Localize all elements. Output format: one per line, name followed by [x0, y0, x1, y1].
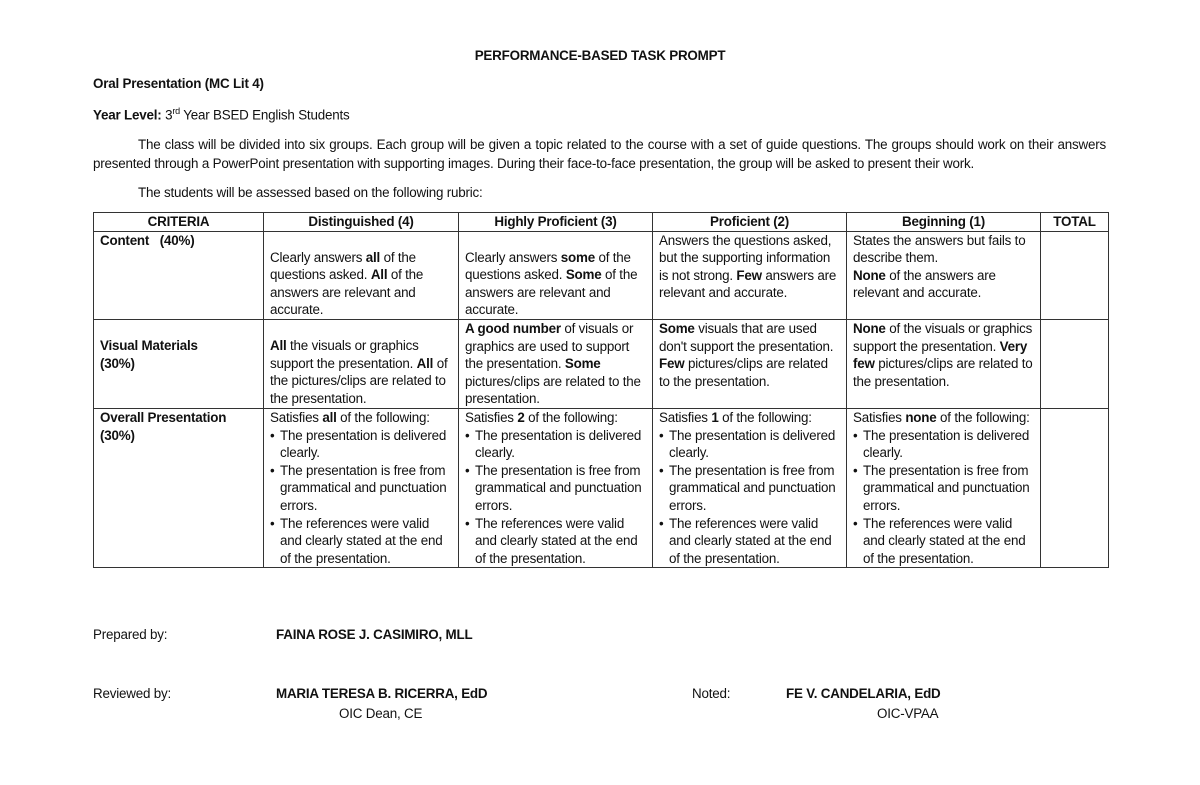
cell-text: Answers the questions asked, but the supporting information is not strong.: [659, 232, 832, 283]
bullet-text: The presentation is delivered clearly.: [280, 427, 447, 461]
list-item: [659, 515, 842, 568]
bullet-icon: •: [270, 462, 275, 478]
cell-emphasis: Some: [659, 320, 695, 336]
highly-proficient-cell: [459, 408, 653, 567]
year-level-line: [93, 106, 349, 122]
satisfies-line: [465, 409, 648, 427]
cell-text: the visuals or graphics support the presentation.: [270, 337, 419, 371]
rubric-intro: The students will be assessed based on the following rubric:: [138, 185, 483, 200]
satisfies-line: [659, 409, 842, 427]
cell-emphasis: None: [853, 267, 886, 283]
header-criteria: CRITERIA: [94, 213, 264, 232]
cell-text: Clearly answers: [465, 249, 561, 265]
bullet-text: The references were valid and clearly stated at the end of the presentation.: [863, 515, 1026, 566]
bullet-icon: •: [659, 462, 664, 478]
bullet-text: The presentation is free from grammatical and punctuation errors.: [280, 462, 447, 513]
bullet-text: The presentation is delivered clearly.: [863, 427, 1030, 461]
list-item: [270, 515, 454, 568]
bullet-text: The references were valid and clearly stated at the end of the presentation.: [475, 515, 638, 566]
cell-text: of the questions asked.: [270, 249, 416, 283]
cell-emphasis: all: [365, 249, 381, 265]
cell-text: of the answers are relevant and accurate.: [465, 267, 638, 318]
cell-text: Satisfies: [465, 409, 518, 425]
bullet-icon: •: [853, 427, 858, 443]
total-cell: [1041, 408, 1109, 567]
bullet-text: The references were valid and clearly stated at the end of the presentation.: [280, 515, 443, 566]
cell-emphasis: None: [853, 320, 886, 336]
list-item: [465, 462, 648, 515]
criteria-weight: (30%): [100, 427, 135, 443]
list-item: [465, 515, 648, 568]
cell-emphasis: 2: [517, 409, 525, 425]
cell-text: visuals that are used don't support the presentation.: [659, 320, 834, 354]
bullet-icon: •: [853, 515, 858, 531]
beginning-cell: [847, 408, 1041, 567]
bullet-text: The presentation is free from grammatical and punctuation errors.: [475, 462, 642, 513]
list-item: [853, 515, 1036, 568]
total-cell: [1041, 231, 1109, 319]
satisfies-line: [270, 409, 454, 427]
cell-text: of the following:: [936, 409, 1030, 425]
proficient-cell: [653, 408, 847, 567]
reviewed-by-name: MARIA TERESA B. RICERRA, EdD: [276, 686, 488, 701]
distinguished-cell: [264, 319, 459, 408]
cell-text: answers are relevant and accurate.: [659, 267, 837, 301]
cell-text: of the following:: [718, 409, 812, 425]
document-title: PERFORMANCE-BASED TASK PROMPT: [474, 48, 726, 63]
bullet-icon: •: [270, 515, 275, 531]
cell-emphasis: some: [560, 249, 595, 265]
noted-title: OIC-VPAA: [877, 706, 939, 721]
cell-text: Satisfies: [270, 409, 323, 425]
instructions-paragraph: The class will be divided into six groups. Each group will be given a topic related to the course with a set of guide questions. The groups should work on their answers presented through a PowerPoint presentation with supporting images. During their face-to-face presentation, the group will be asked to present their work.: [93, 137, 1106, 171]
list-item: [853, 427, 1036, 462]
cell-text: pictures/clips are related to the presentation.: [465, 373, 641, 407]
bullet-icon: •: [853, 462, 858, 478]
cell-text: pictures/clips are related to the presentation.: [853, 356, 1033, 389]
criteria-cell: [94, 231, 264, 319]
list-item: [659, 462, 842, 515]
bullet-icon: •: [465, 462, 470, 478]
cell-emphasis: All: [370, 267, 388, 283]
rubric-table: [93, 212, 1109, 568]
bullet-text: The presentation is free from grammatical and punctuation errors.: [863, 462, 1030, 513]
criteria-cell: [94, 408, 264, 567]
bullet-text: The presentation is delivered clearly.: [475, 427, 642, 461]
proficient-cell: [653, 231, 847, 319]
criteria-cell: [94, 319, 264, 408]
cell-emphasis: Some: [565, 267, 602, 283]
bullet-text: The presentation is free from grammatical and punctuation errors.: [669, 462, 836, 513]
cell-text: of the answers are relevant and accurate.: [270, 267, 424, 318]
year-level-rest: Year BSED English Students: [179, 107, 350, 123]
cell-emphasis: 1: [711, 409, 719, 425]
table-row: [94, 408, 1109, 567]
bullet-icon: •: [270, 427, 275, 443]
cell-text: of the visuals or graphics support the presentation.: [853, 320, 1033, 354]
header-proficient: Proficient (2): [653, 213, 847, 232]
cell-text: of the following:: [524, 409, 618, 425]
bullet-icon: •: [659, 515, 664, 531]
beginning-cell: [847, 231, 1041, 319]
header-highly-proficient: Highly Proficient (3): [459, 213, 653, 232]
list-item: [465, 427, 648, 462]
noted-name: FE V. CANDELARIA, EdD: [786, 686, 941, 701]
list-item: [853, 462, 1036, 515]
bullet-text: The presentation is delivered clearly.: [669, 427, 836, 461]
distinguished-cell: [264, 231, 459, 319]
cell-emphasis: Very few: [853, 338, 1028, 372]
task-subtitle: Oral Presentation (MC Lit 4): [93, 76, 264, 91]
highly-proficient-cell: [459, 231, 653, 319]
cell-emphasis: Few: [736, 267, 762, 283]
proficient-cell: [653, 319, 847, 408]
cell-emphasis: none: [905, 409, 937, 425]
total-cell: [1041, 319, 1109, 408]
satisfies-line: [853, 409, 1036, 427]
cell-text: Satisfies: [659, 409, 712, 425]
rubric-header-row: [94, 213, 1109, 232]
cell-text: of visuals or graphics are used to support the presentation.: [465, 320, 634, 372]
cell-emphasis: A good number: [465, 320, 561, 336]
cell-text: States the answers but fails to describe them.: [853, 232, 1026, 266]
distinguished-cell: [264, 408, 459, 567]
bullet-icon: •: [659, 427, 664, 443]
noted-label: Noted:: [692, 686, 731, 701]
highly-proficient-cell: [459, 319, 653, 408]
list-item: [659, 427, 842, 462]
criteria-weight: (30%): [100, 355, 135, 371]
list-item: [270, 462, 454, 515]
cell-text: of the answers are relevant and accurate.: [853, 267, 996, 301]
cell-text: pictures/clips are related to the presentation.: [659, 356, 828, 389]
table-row: [94, 231, 1109, 319]
cell-text: of the following:: [336, 409, 430, 425]
header-beginning: Beginning (1): [847, 213, 1041, 232]
bullet-icon: •: [465, 427, 470, 443]
cell-emphasis: Few: [659, 356, 685, 372]
criteria-name: Content: [100, 232, 150, 248]
cell-emphasis: all: [322, 409, 337, 425]
cell-text: of the pictures/clips are related to the presentation.: [270, 355, 448, 406]
reviewed-by-label: Reviewed by:: [93, 686, 171, 701]
cell-emphasis: All: [270, 337, 287, 353]
header-total: TOTAL: [1041, 213, 1109, 232]
year-level-number: 3: [165, 107, 173, 123]
criteria-name: Overall Presentation: [100, 409, 227, 425]
cell-emphasis: Some: [564, 356, 601, 372]
year-level-label: Year Level:: [93, 107, 162, 123]
bullet-icon: •: [465, 515, 470, 531]
table-row: [94, 319, 1109, 408]
year-level-ordinal: rd: [172, 106, 180, 116]
list-item: [270, 427, 454, 462]
bullet-text: The references were valid and clearly stated at the end of the presentation.: [669, 515, 832, 566]
prepared-by-label: Prepared by:: [93, 627, 168, 642]
beginning-cell: [847, 319, 1041, 408]
reviewed-by-title: OIC Dean, CE: [339, 706, 423, 721]
prepared-by-name: FAINA ROSE J. CASIMIRO, MLL: [276, 627, 473, 642]
cell-emphasis: All: [416, 355, 434, 371]
cell-text: Satisfies: [853, 409, 906, 425]
criteria-name: Visual Materials: [100, 337, 198, 353]
cell-text: of the questions asked.: [465, 249, 631, 283]
header-distinguished: Distinguished (4): [264, 213, 459, 232]
cell-text: Clearly answers: [270, 249, 366, 265]
criteria-weight: (40%): [159, 232, 195, 248]
